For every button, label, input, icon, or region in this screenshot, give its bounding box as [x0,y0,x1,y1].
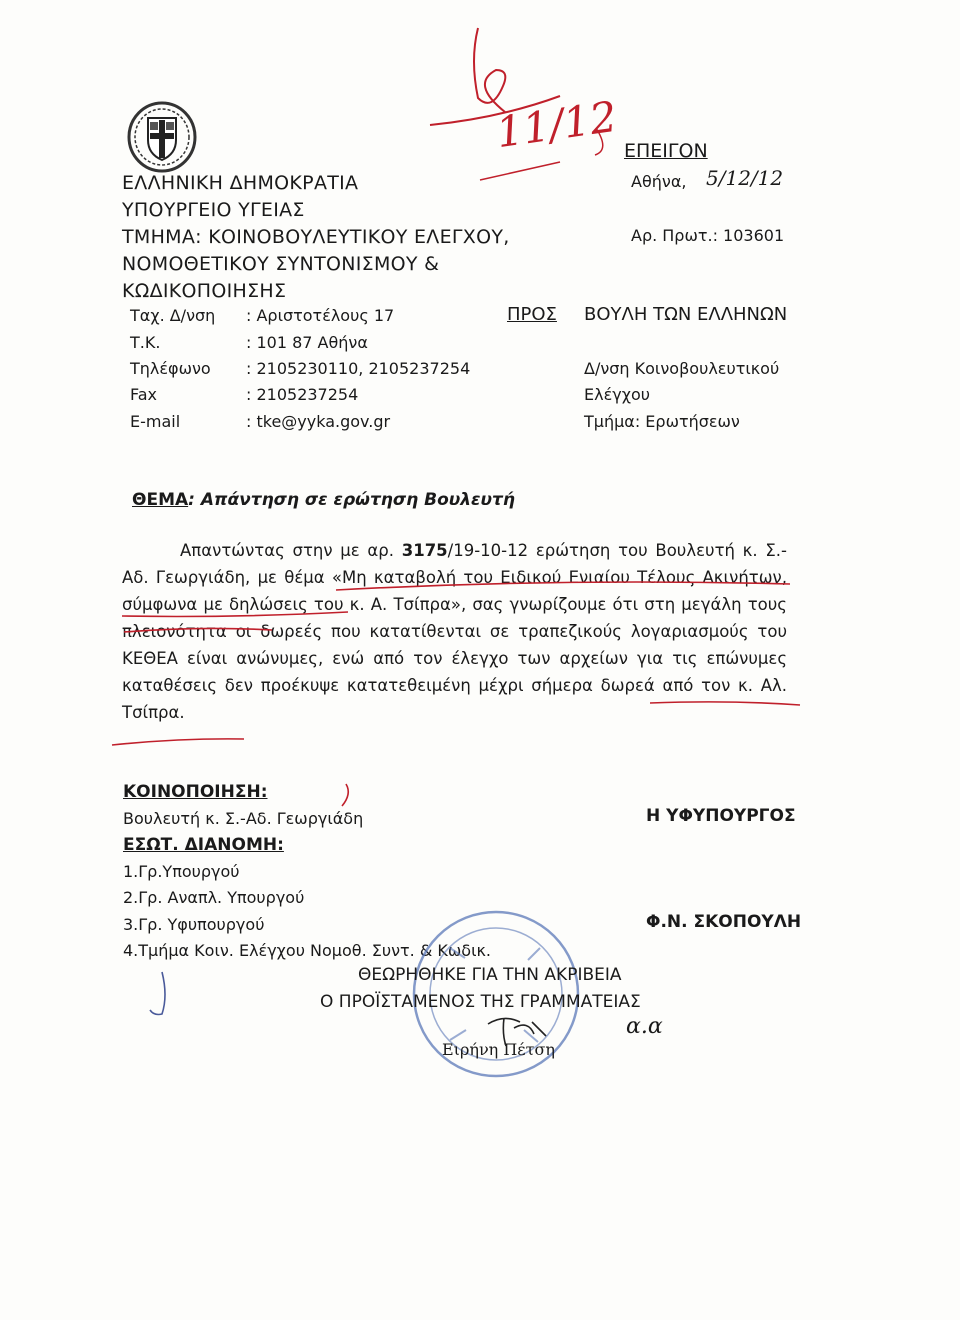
contact-label: Τ.Κ. [130,333,161,352]
contact-value: : 2105237254 [246,385,359,404]
letterhead-line-2: ΥΠΟΥΡΓΕΙΟ ΥΓΕΙΑΣ [122,199,305,221]
contact-value: : Αριστοτέλους 17 [246,306,395,325]
red-underline [124,628,272,632]
recipient-label: ΠΡΟΣ [507,304,557,325]
distribution-item: 4.Τμήμα Κοιν. Ελέγχου Νομοθ. Συντ. & Κωδικ. [123,941,492,960]
letterhead-line-1: ΕΛΛΗΝΙΚΗ ΔΗΜΟΚΡΑΤΙΑ [122,172,359,194]
body-text-start: Απαντώντας στην με αρ. [180,541,402,560]
contact-value: : 2105230110, 2105237254 [246,359,471,378]
distribution-item: 3.Γρ. Υφυπουργού [123,915,265,934]
recipient-line: Τμήμα: Ερωτήσεων [584,412,740,431]
notification-line: Βουλευτή κ. Σ.-Αδ. Γεωργιάδη [123,809,364,828]
red-underline [122,612,348,617]
contact-label: Τηλέφωνο [130,359,211,378]
question-number: 3175 [401,541,448,560]
distribution-item: 1.Γρ.Υπουργού [123,862,240,881]
red-underline [336,582,790,590]
recipient-line: Δ/νση Κοινοβουλευτικού [584,359,780,378]
red-handwritten-date: 11/12 [493,91,620,158]
signatory-name: Φ.Ν. ΣΚΟΠΟΥΛΗ [646,912,802,932]
contact-value: : 101 87 Αθήνα [246,333,368,352]
recipient-line: Ελέγχου [584,385,650,404]
red-underline [112,739,244,745]
protocol-number: Αρ. Πρωτ.: 103601 [631,226,785,245]
letterhead-line-3: ΤΜΗΜΑ: ΚΟΙΝΟΒΟΥΛΕΥΤΙΚΟΥ ΕΛΕΓΧΟΥ, [122,226,510,248]
contact-label: E-mail [130,412,181,431]
contact-label: Ταχ. Δ/νση [130,306,216,325]
urgent-label: ΕΠΕΙΓΟΝ [624,140,708,162]
stamp-name: Ειρήνη Πέτση [442,1040,555,1059]
letterhead-line-4: ΝΟΜΟΘΕΤΙΚΟΥ ΣΥΝΤΟΝΙΣΜΟΥ & [122,253,440,275]
recipient-name: ΒΟΥΛΗ ΤΩΝ ΕΛΛΗΝΩΝ [584,304,788,325]
subject-text: : Απάντηση σε ερώτηση Βουλευτή [188,490,515,510]
contact-value: : tke@yyka.gov.gr [246,412,391,431]
signature-scribble [484,1010,554,1050]
notification-label: ΚΟΙΝΟΠΟΙΗΣΗ: [123,782,268,802]
letterhead-line-5: ΚΩΔΙΚΟΠΟΙΗΣΗΣ [122,280,287,302]
contact-label: Fax [130,385,158,404]
certification-line-2: Ο ΠΡΟΪΣΤΑΜΕΝΟΣ ΤΗΣ ΓΡΑΜΜΑΤΕΙΑΣ [320,992,641,1012]
distribution-label: ΕΣΩΤ. ΔΙΑΝΟΜΗ: [123,835,284,855]
handwritten-date: 5/12/12 [706,166,784,190]
signatory-title: Η ΥΦΥΠΟΥΡΓΟΣ [646,806,796,826]
pen-mark [150,972,165,1015]
body-text-rest: /19-10-12 ερώτηση του Βουλευτή κ. Σ.-Αδ. Γεωργιάδη, με θέμα «Μη καταβολή του Ειδικού Ενιαίου Τέλους Ακινήτων, σύμφωνα με δηλώσεις του κ. Α. Τσίπρα», σας γνωρίζουμε ότι στη μεγάλη τους πλειονότητα οι δωρεές που κατατίθενται σε τραπεζικούς λογαριασμούς του ΚΕΘΕΑ είναι ανώνυμες, ενώ από τον έλεγχο των αρχείων για τις επώνυμες καταθέσεις δεν προέκυψε κατατεθειμένη μέχρι σήμερα δωρεά από τον κ. Αλ. Τσίπρα. [122,541,787,722]
red-tick [342,784,348,806]
initials: α.α [626,1014,663,1039]
subject-label: ΘΕΜΑ [132,490,189,510]
red-underline [650,702,800,705]
distribution-item: 2.Γρ. Αναπλ. Υπουργού [123,888,305,907]
certification-line-1: ΘΕΩΡΗΘΗΚΕ ΓΙΑ ΤΗΝ ΑΚΡΙΒΕΙΑ [358,965,622,985]
city-label: Αθήνα, [631,172,687,191]
